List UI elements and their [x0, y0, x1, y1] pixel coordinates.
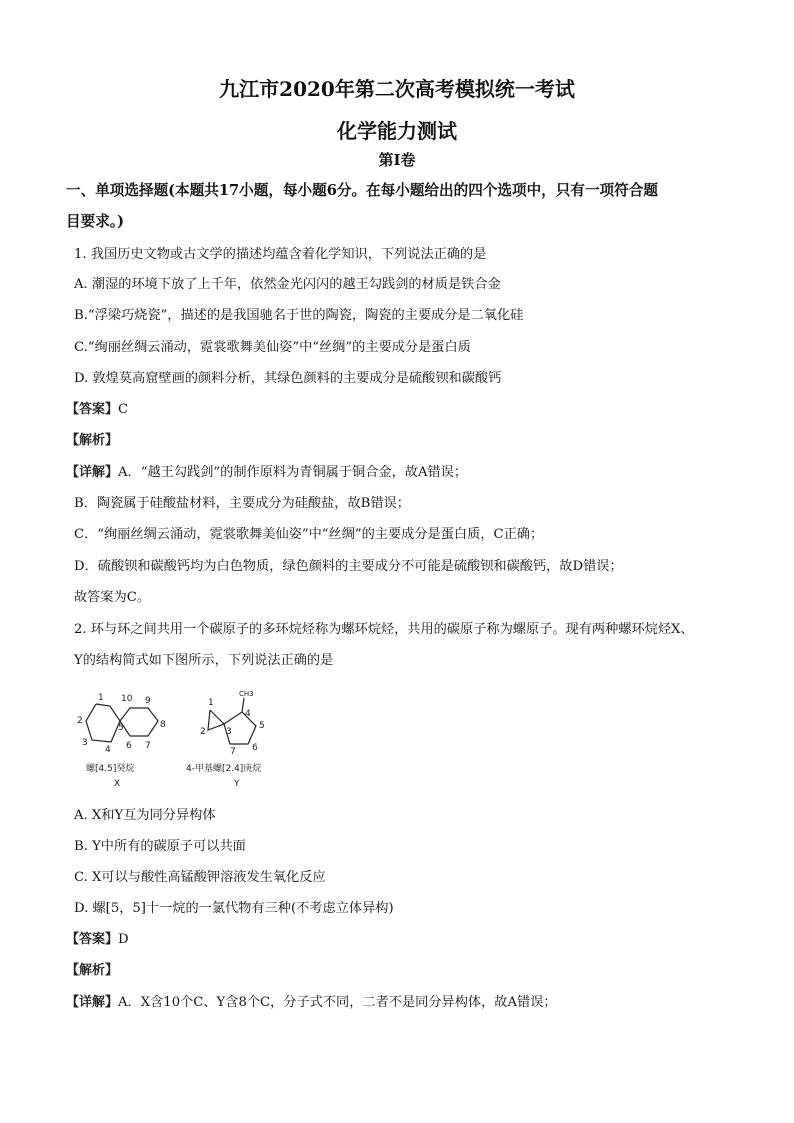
x-atom-numbers [77, 693, 166, 789]
x-six-membered-ring [120, 708, 158, 736]
y-methyl-bond [242, 698, 244, 712]
analysis-label: 【解析】 [66, 433, 119, 448]
q1-analysis [66, 432, 118, 450]
y-caption: 4-甲基螺[2.4]庚烷 [186, 764, 262, 774]
q2-option-c: C. X可以与酸性高锰酸钾溶液发生氧化反应 [74, 870, 326, 885]
analysis-label: 【解析】 [66, 963, 119, 978]
q1-option-b: B.“浮梁巧烧瓷”，描述的是我国驰名于世的陶瓷，陶瓷的主要成分是二氧化硅 [74, 308, 524, 323]
y-letter: Y [234, 779, 240, 789]
spiro-structures-svg [74, 688, 274, 790]
x-five-membered-ring [86, 704, 120, 742]
x-num-7: 7 [145, 741, 151, 751]
answer-label: 【答案】 [66, 402, 119, 417]
answer-label: 【答案】 [66, 932, 119, 947]
q2-analysis [66, 962, 118, 980]
q2-option-a: A. X和Y互为同分异构体 [74, 808, 216, 823]
q1-detail-line3: C．“绚丽丝绸云涌动，霓裳歌舞美仙姿”中“丝绸”的主要成分是蛋白质，C正确； [74, 527, 544, 542]
x-num-6: 6 [126, 741, 132, 751]
y-num-1: 1 [208, 698, 214, 708]
y-structure [208, 698, 256, 744]
structure-figure [74, 688, 274, 790]
x-caption: 螺[4.5]癸烷 [86, 764, 135, 774]
section-heading-line1: 一、单项选择题(本题共17小题，每小题6分。在每小题给出的四个选项中，只有一项符合题 [66, 182, 658, 199]
answer-value: D [118, 932, 129, 947]
y-atom-numbers [186, 690, 265, 789]
q2-option-b: B. Y中所有的碳原子可以共面 [74, 839, 246, 854]
subject-title: 化学能力测试 [337, 119, 457, 143]
x-num-3: 3 [82, 738, 88, 748]
x-num-10: 10 [121, 694, 133, 704]
y-num-7: 7 [230, 747, 236, 757]
detail-label: 【详解】 [66, 465, 119, 480]
x-num-2: 2 [77, 716, 83, 726]
section-heading-line2: 目要求。) [66, 213, 124, 230]
q2-stem-line1: 2. 环与环之间共用一个碳原子的多环烷烃称为螺环烷烃，共用的碳原子称为螺原子。现有两种螺环烷烃X、 [74, 622, 694, 637]
y-three-membered-ring [208, 710, 224, 730]
q1-answer [66, 401, 128, 419]
detail-label: 【详解】 [66, 995, 119, 1010]
x-num-4: 4 [105, 745, 111, 755]
q2-answer [66, 931, 129, 949]
answer-value: C [118, 402, 129, 417]
q1-detail-line4: D．硫酸钡和碳酸钙均为白色物质，绿色颜料的主要成分不可能是硫酸钡和碳酸钙，故D错误； [74, 559, 623, 574]
q1-option-a: A. 潮湿的环境下放了上千年，依然金光闪闪的越王勾践剑的材质是铁合金 [74, 277, 501, 292]
x-num-9: 9 [145, 696, 151, 706]
y-num-5: 5 [259, 721, 265, 731]
q2-detail-line1: 【详解】A．X含10个C、Y含8个C，分子式不同，二者不是同分异构体，故A错误； [66, 995, 557, 1010]
q1-option-c: C.“绚丽丝绸云涌动，霓裳歌舞美仙姿”中“丝绸”的主要成分是蛋白质 [74, 340, 471, 355]
q1-option-d: D. 敦煌莫高窟壁画的颜料分析，其绿色颜料的主要成分是硫酸钡和碳酸钙 [74, 371, 502, 386]
q1-detail-line2: B．陶瓷属于硅酸盐材料，主要成分为硅酸盐，故B错误； [74, 496, 410, 511]
x-num-5: 5 [118, 723, 124, 733]
q1-detail-line5: 故答案为C。 [74, 590, 151, 605]
y-num-3: 3 [226, 727, 232, 737]
y-num-2: 2 [200, 727, 206, 737]
volume-title: 第Ⅰ卷 [378, 151, 416, 169]
q1-detail-line1: 【详解】A．“越王勾践剑”的制作原料为青铜属于铜合金，故A错误； [66, 465, 468, 480]
x-letter: X [114, 779, 121, 789]
q1-stem: 1. 我国历史文物或古文学的描述均蕴含着化学知识，下列说法正确的是 [74, 247, 487, 262]
x-num-8: 8 [160, 720, 166, 730]
x-num-1: 1 [98, 693, 104, 703]
exam-title: 九江市2020年第二次高考模拟统一考试 [219, 77, 575, 101]
y-num-6: 6 [252, 743, 258, 753]
q2-stem-line2: Y的结构简式如下图所示，下列说法正确的是 [74, 653, 334, 668]
y-num-4: 4 [245, 709, 251, 719]
y-methyl-label: CH3 [239, 690, 254, 698]
q2-option-d: D. 螺[5，5]十一烷的一氯代物有三种(不考虑立体异构) [74, 901, 394, 916]
